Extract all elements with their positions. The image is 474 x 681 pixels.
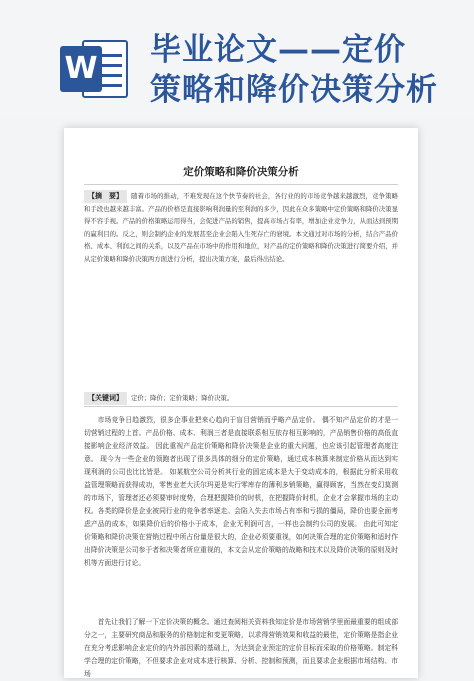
document-title: 定价策略和降价决策分析	[183, 166, 299, 178]
banner-title-line-1: 毕业论文——定价	[150, 32, 406, 68]
keywords-section	[84, 392, 398, 405]
banner	[0, 0, 474, 118]
word-document-icon	[60, 38, 130, 100]
banner-title-line-2: 策略和降价决策分析	[150, 72, 438, 108]
keywords-text: 定价；降价；定价策略；降价决策。	[131, 394, 234, 402]
document-page	[64, 128, 418, 678]
body-paragraph-2: 首先让我们了解一下定价决策的概念。通过查阅相关资料我知定价是市场营销学里面最重要的组成部分之一，主要研究商品和服务的价格制定和变更策略，以求得营销效果和收益的最佳，定价策略是指企业在充分考虑影响企业定价的内外部因素的基础上，为达到企业预定的定价目标而采取的价格策略。制定科学合理的定价策略，不但要求企业对成本进行核算、分析、控制和预测，而且要求企业根据市场结构、市场	[84, 618, 398, 678]
keywords-label: 【关键词】	[84, 392, 127, 405]
keywords-divider	[84, 406, 398, 407]
abstract-text: 随着市场的推动，不难发现在这个快节奏的社会，各行业的的市场竞争越来越激烈，竞争策略和手段也越来越丰富。产品的价格是直接影响利润量的至利润的多少，因此在众多策略中定价策略和降价决策显得不容手视。产品的价格策略运用得当，会促进产品的销售，提高市场占有率，增加企业竞争力，从而达到预期的赢利目的。反之，则会制约企业的发展甚至企业会陷入生死存亡的窘境。本文通过对市场的分析，结合产品价格、成本、利润之间的关系，以及产品在市场中的作用和地位，对产品的定价策略和降价决策进行简要介绍，并从定价策略和降价决策两方面进行分析，提出决策方案，最后得出结论。	[84, 192, 398, 263]
banner-title	[150, 30, 470, 110]
abstract-label: 【摘 要】	[84, 190, 127, 203]
body-paragraph-1: 市场竞争日趋激烈，很多企事业把来心趋向于盲目营销而乎略产品定价。 偶不知产品定价的才是一切营销过程的上首。产品价格、成本、利润三者是直接联系相互依存相互影响的，产品销售价格的高低直接影响企业经济效益。 因此重视产品定价策略和降价决策是企业的重大问题，也应该引起管理者高度注意。 现今为一些企业的领跑者出现了很多具体的细分的定价策略，通过成本核算来制定价格从而达到实现利润的公司也比比皆是。 如某航空公司分析其行业的固定成本是大于变动成本的，根据此分析采用收益管理策略而获得成功，零售业老大沃尔玛更是实行零库存的薄利多销策略，赢得顾客，当然在变幻莫测的市场下，管理者还必须要审时度势，合理把握降价的时机，在把握降价时机，企业才会掌握市场的主动权。各类的降价是企业被同行业的竞争者率逐走。会陷入失去市场占有率和亏损的僵局，降价也要全面考虑产品的成本，如果降价后的价格小于成本，企业无利润可言，一样也会制约公司的发展。 由此可知定价策略和降价决策在营销过程中所占份量是很大的，企业必须要重视，如何决策合理的定价策略和适时作出降价决策是公司参于者和决策者所应重视的，本文会从定价策略的战略和技术以及降价决策的原则及时机等方面进行讨论。	[84, 416, 398, 567]
word-logo-tile: W	[60, 46, 102, 92]
title-divider	[84, 184, 398, 185]
abstract-section	[84, 190, 398, 265]
